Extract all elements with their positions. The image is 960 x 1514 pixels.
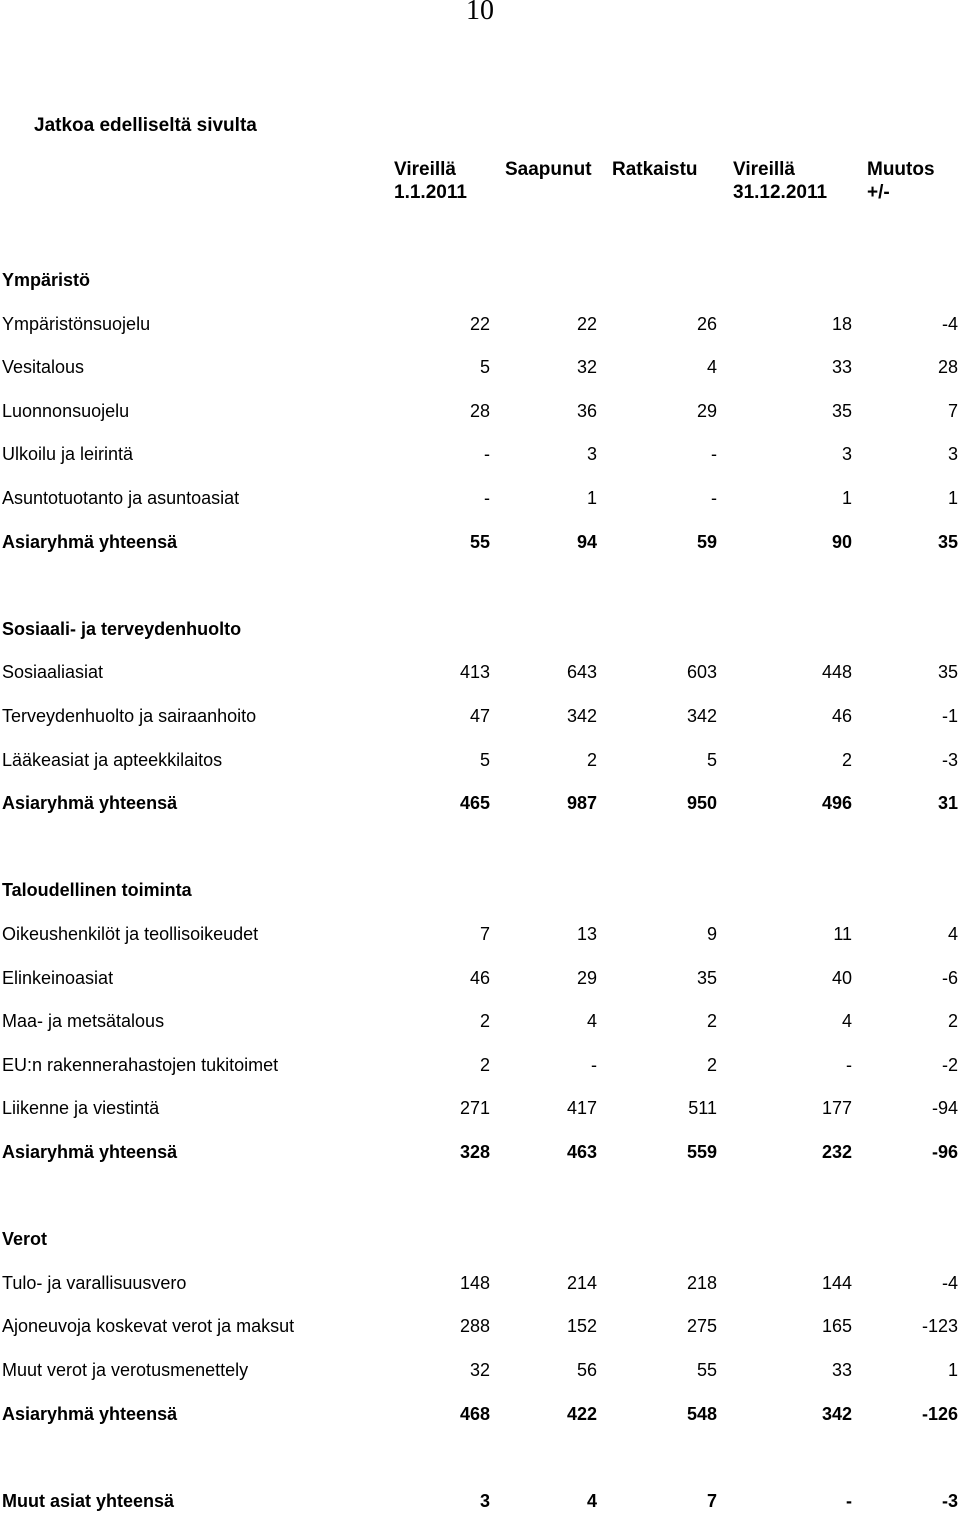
row-value-col3: 2 xyxy=(706,1011,717,1031)
row-label: Terveydenhuolto ja sairaanhoito xyxy=(2,706,257,726)
row-value-col2: 22 xyxy=(576,314,597,334)
row-value-col3: 603 xyxy=(686,662,717,682)
row-label: Luonnonsuojelu xyxy=(2,401,130,421)
total-row xyxy=(0,1401,960,1427)
column-header-resolved: Ratkaistu xyxy=(612,159,698,180)
row-value-col5: -123 xyxy=(921,1316,958,1336)
row-value-col2: 4 xyxy=(586,1011,597,1031)
row-value-col4: 40 xyxy=(831,968,852,988)
row-value-col2: 643 xyxy=(566,662,597,682)
row-label: Lääkeasiat ja apteekkilaitos xyxy=(2,750,223,770)
row-value-col2: 3 xyxy=(586,444,597,464)
row-value-col2: 4 xyxy=(586,1491,597,1511)
row-value-col4: 177 xyxy=(821,1098,852,1118)
table-row xyxy=(0,1357,960,1383)
row-value-col2: 342 xyxy=(566,706,597,726)
table-row xyxy=(0,441,960,467)
row-value-col5: -126 xyxy=(921,1404,958,1424)
row-value-col5: 35 xyxy=(937,662,958,682)
row-value-col2: 1 xyxy=(586,488,597,508)
row-value-col4: 496 xyxy=(821,793,852,813)
row-value-col3: 548 xyxy=(686,1404,717,1424)
row-label: Ympäristönsuojelu xyxy=(2,314,151,334)
row-value-col4: - xyxy=(846,1491,852,1511)
row-value-col2: 987 xyxy=(566,793,597,813)
row-value-col2: 29 xyxy=(576,968,597,988)
section-title: Sosiaali- ja terveydenhuolto xyxy=(2,619,242,639)
row-value-col1: - xyxy=(484,488,490,508)
row-value-col3: 9 xyxy=(706,924,717,944)
continued-heading: Jatkoa edelliseltä sivulta xyxy=(34,115,257,136)
table-row xyxy=(0,485,960,511)
row-value-col3: 4 xyxy=(706,357,717,377)
total-row xyxy=(0,529,960,555)
row-value-col5: -1 xyxy=(941,706,958,726)
row-value-col2: 417 xyxy=(566,1098,597,1118)
row-value-col3: 559 xyxy=(686,1142,717,1162)
row-value-col2: 56 xyxy=(576,1360,597,1380)
row-value-col4: - xyxy=(846,1055,852,1075)
row-value-col2: 36 xyxy=(576,401,597,421)
row-value-col3: - xyxy=(711,488,717,508)
total-row xyxy=(0,790,960,816)
row-value-col1: 148 xyxy=(459,1273,490,1293)
row-value-col5: 1 xyxy=(947,488,958,508)
row-value-col1: 3 xyxy=(479,1491,490,1511)
row-value-col5: 1 xyxy=(947,1360,958,1380)
row-value-col4: 2 xyxy=(841,750,852,770)
row-value-col1: 468 xyxy=(459,1404,490,1424)
row-label: Ajoneuvoja koskevat verot ja maksut xyxy=(2,1316,295,1336)
row-value-col2: 422 xyxy=(566,1404,597,1424)
row-value-col2: 13 xyxy=(576,924,597,944)
row-value-col2: 152 xyxy=(566,1316,597,1336)
row-value-col2: 214 xyxy=(566,1273,597,1293)
table-row xyxy=(0,1008,960,1034)
row-value-col5: 28 xyxy=(937,357,958,377)
row-label: Muut verot ja verotusmenettely xyxy=(2,1360,249,1380)
table-row xyxy=(0,1270,960,1296)
row-label: Ulkoilu ja leirintä xyxy=(2,444,134,464)
row-value-col3: 950 xyxy=(686,793,717,813)
row-value-col1: 2 xyxy=(479,1055,490,1075)
row-label: Maa- ja metsätalous xyxy=(2,1011,165,1031)
total-row xyxy=(0,1139,960,1165)
row-value-col5: 7 xyxy=(947,401,958,421)
row-value-col2: 32 xyxy=(576,357,597,377)
row-value-col1: 288 xyxy=(459,1316,490,1336)
section-heading xyxy=(0,877,960,903)
row-value-col5: -94 xyxy=(931,1098,958,1118)
total-row xyxy=(0,1488,960,1514)
row-value-col4: 35 xyxy=(831,401,852,421)
row-value-col1: 28 xyxy=(469,401,490,421)
row-value-col2: 463 xyxy=(566,1142,597,1162)
row-label: Oikeushenkilöt ja teollisoikeudet xyxy=(2,924,259,944)
page-number: 10 xyxy=(466,0,494,26)
row-value-col1: 5 xyxy=(479,357,490,377)
row-value-col1: 465 xyxy=(459,793,490,813)
row-value-col5: 35 xyxy=(937,532,958,552)
row-value-col1: 46 xyxy=(469,968,490,988)
table-row xyxy=(0,1095,960,1121)
column-header-received: Saapunut xyxy=(505,159,592,180)
table-row xyxy=(0,921,960,947)
row-value-col2: - xyxy=(591,1055,597,1075)
row-value-col4: 11 xyxy=(833,924,852,944)
row-value-col3: 5 xyxy=(706,750,717,770)
row-label: EU:n rakennerahastojen tukitoimet xyxy=(2,1055,279,1075)
table-row xyxy=(0,398,960,424)
row-label: Tulo- ja varallisuusvero xyxy=(2,1273,187,1293)
row-value-col1: 47 xyxy=(469,706,490,726)
section-heading xyxy=(0,616,960,642)
section-title: Taloudellinen toiminta xyxy=(2,880,192,900)
row-label: Asuntotuotanto ja asuntoasiat xyxy=(2,488,240,508)
row-value-col4: 4 xyxy=(841,1011,852,1031)
row-label: Liikenne ja viestintä xyxy=(2,1098,160,1118)
row-label: Asiaryhmä yhteensä xyxy=(2,532,178,552)
row-label: Asiaryhmä yhteensä xyxy=(2,793,178,813)
table-row xyxy=(0,1313,960,1339)
row-value-col3: 511 xyxy=(688,1098,717,1118)
row-value-col5: -4 xyxy=(941,314,958,334)
table-row xyxy=(0,1052,960,1078)
row-value-col1: 328 xyxy=(459,1142,490,1162)
row-value-col1: - xyxy=(484,444,490,464)
row-value-col1: 5 xyxy=(479,750,490,770)
table-row xyxy=(0,703,960,729)
row-value-col4: 46 xyxy=(831,706,852,726)
row-value-col5: 31 xyxy=(937,793,958,813)
row-value-col1: 2 xyxy=(479,1011,490,1031)
table-row xyxy=(0,659,960,685)
row-value-col1: 32 xyxy=(469,1360,490,1380)
row-value-col4: 232 xyxy=(821,1142,852,1162)
section-title: Verot xyxy=(2,1229,48,1249)
row-label: Elinkeinoasiat xyxy=(2,968,114,988)
row-value-col2: 94 xyxy=(576,532,597,552)
row-value-col4: 33 xyxy=(831,357,852,377)
row-value-col1: 271 xyxy=(459,1098,490,1118)
row-value-col4: 33 xyxy=(831,1360,852,1380)
table-row xyxy=(0,311,960,337)
row-value-col5: -96 xyxy=(931,1142,958,1162)
section-heading xyxy=(0,267,960,293)
row-value-col1: 7 xyxy=(479,924,490,944)
row-value-col4: 342 xyxy=(821,1404,852,1424)
row-label: Muut asiat yhteensä xyxy=(2,1491,175,1511)
table-row xyxy=(0,965,960,991)
row-label: Asiaryhmä yhteensä xyxy=(2,1142,178,1162)
row-value-col3: 275 xyxy=(686,1316,717,1336)
row-value-col3: 59 xyxy=(696,532,717,552)
section-title: Ympäristö xyxy=(2,270,91,290)
column-header-pending-start: Vireillä 1.1.2011 xyxy=(394,159,467,203)
row-value-col4: 90 xyxy=(831,532,852,552)
row-value-col4: 18 xyxy=(831,314,852,334)
row-value-col3: 218 xyxy=(686,1273,717,1293)
row-value-col5: -6 xyxy=(941,968,958,988)
row-label: Sosiaaliasiat xyxy=(2,662,104,682)
row-value-col3: 342 xyxy=(686,706,717,726)
row-label: Asiaryhmä yhteensä xyxy=(2,1404,178,1424)
row-value-col4: 3 xyxy=(841,444,852,464)
row-value-col1: 22 xyxy=(469,314,490,334)
row-value-col2: 2 xyxy=(586,750,597,770)
row-value-col3: 55 xyxy=(696,1360,717,1380)
row-value-col5: -3 xyxy=(941,750,958,770)
row-value-col4: 165 xyxy=(821,1316,852,1336)
row-label: Vesitalous xyxy=(2,357,85,377)
row-value-col4: 144 xyxy=(821,1273,852,1293)
row-value-col5: 4 xyxy=(947,924,958,944)
row-value-col1: 55 xyxy=(469,532,490,552)
table-row xyxy=(0,354,960,380)
row-value-col3: 35 xyxy=(696,968,717,988)
row-value-col1: 413 xyxy=(459,662,490,682)
section-heading xyxy=(0,1226,960,1252)
row-value-col5: -4 xyxy=(941,1273,958,1293)
row-value-col3: 2 xyxy=(706,1055,717,1075)
row-value-col5: -3 xyxy=(941,1491,958,1511)
row-value-col5: 3 xyxy=(947,444,958,464)
row-value-col3: 29 xyxy=(696,401,717,421)
column-header-change: Muutos +/- xyxy=(867,159,935,203)
row-value-col3: 7 xyxy=(706,1491,717,1511)
row-value-col4: 448 xyxy=(821,662,852,682)
row-value-col5: 2 xyxy=(947,1011,958,1031)
row-value-col3: 26 xyxy=(696,314,717,334)
column-header-pending-end: Vireillä 31.12.2011 xyxy=(733,159,828,203)
row-value-col3: - xyxy=(711,444,717,464)
row-value-col4: 1 xyxy=(841,488,852,508)
row-value-col5: -2 xyxy=(941,1055,958,1075)
table-row xyxy=(0,747,960,773)
